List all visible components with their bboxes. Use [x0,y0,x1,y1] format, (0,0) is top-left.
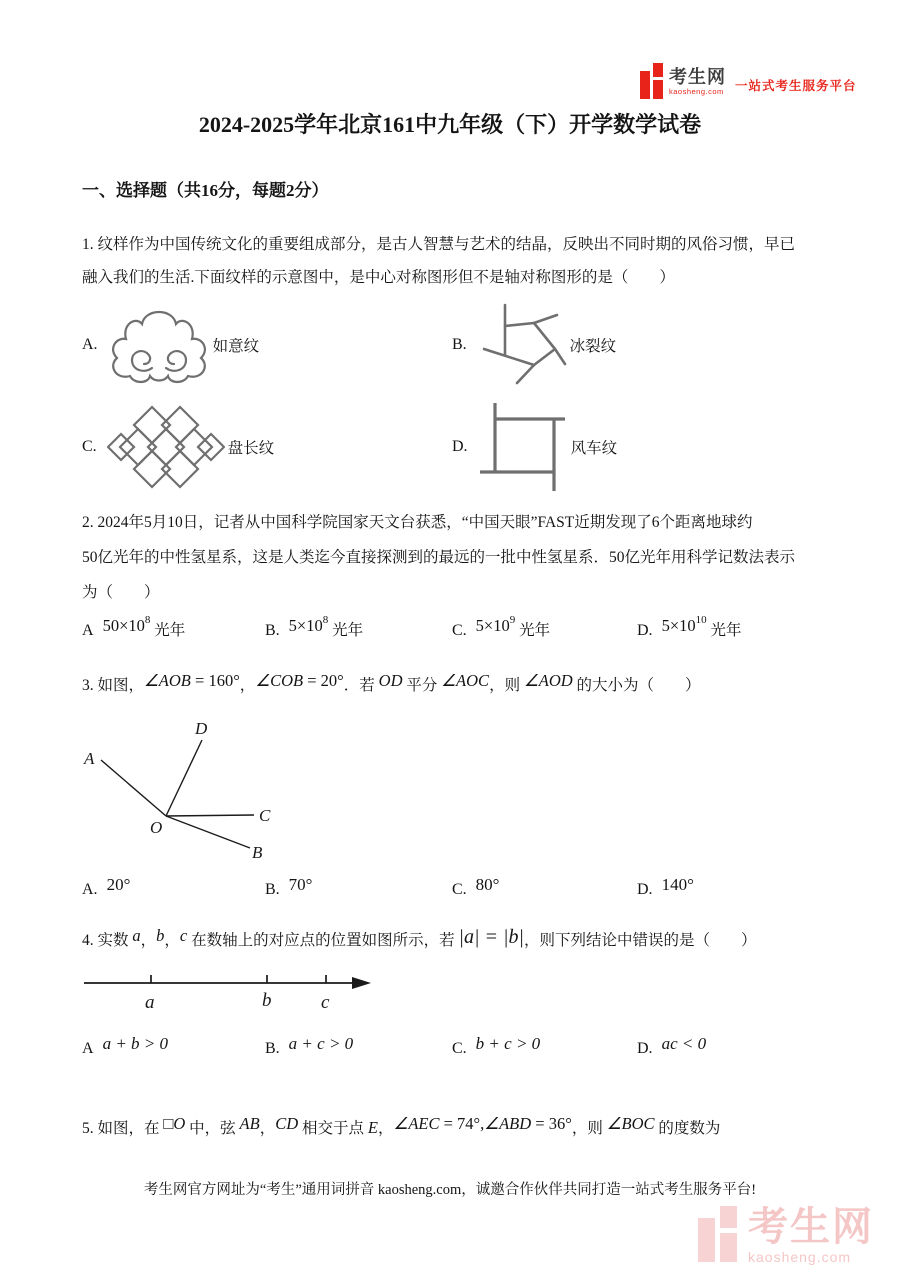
q4-option-d: D. ac < 0 [637,1034,707,1057]
q3-label-D: D [195,719,208,738]
q2-line1: 2. 2024年5月10日，记者从中国科学院国家天文台获悉，“中国天眼”FAST近期发现了6个距离地球约 [82,514,753,531]
kaosheng-watermark [698,1206,874,1264]
kaosheng-logo [640,63,857,100]
q2-line2: 50亿光年的中性氢星系，这是人类迄今直接探测到的最远的一批中性氢星系．50亿光年用科学记数法表示 [82,549,796,566]
q1-options-row-ab [82,302,818,387]
q4-label-b: b [262,990,272,1011]
logo-brand-text: 考生网 [669,66,726,87]
q1-option-a-label: A. [82,335,98,353]
q3-label-B: B [252,843,263,862]
q2-option-c: C. $5\times 10^9$ 光年 [452,613,551,639]
q4-option-b: B. a + c > 0 [265,1034,354,1057]
q2-option-a: A $50\times 10^8$ 光年 [82,613,186,639]
q4-label-c: c [321,992,330,1013]
watermark-brand-text: 考生网 [748,1204,874,1249]
logo-domain-text: kaosheng.com [669,86,724,96]
q4-options-row [82,1034,818,1058]
question-3-text: 3. 如图，∠AOB = 160°，∠COB = 20°．若 OD 平分 ∠AOC，则 ∠AOD 的大小为（ ） [82,671,701,694]
pinwheel-pattern-figure [478,401,568,493]
q3-label-C: C [259,806,271,825]
q2-option-b: B. $5\times 10^8$ 光年 [265,613,364,639]
q1-option-d [452,401,818,493]
question-5-text: 5. 如图，在 □O 中，弦 AB，CD 相交于点 E，∠AEC = 74°,∠ABD = 36°，则 ∠BOC 的度数为 [82,1114,721,1137]
q3-option-c: C. 80° [452,875,500,898]
q3-label-A: A [84,749,95,768]
q1-option-b-name: 冰裂纹 [569,337,617,355]
footer-text: 考生网官方网址为“考生”通用词拼音 kaosheng.com，诚邀合作伙伴共同打造一站式考生服务平台! [143,1182,757,1198]
q4-option-c: C. b + c > 0 [452,1034,541,1057]
q4-number-line-figure [74,967,374,1013]
paper-title: 2024-2025学年北京161中九年级（下）开学数学试卷 [198,112,702,137]
q1-option-a-name: 如意纹 [212,337,260,355]
interlocking-diamond-pattern-figure [107,405,225,490]
section-one-heading: 一、选择题（共16分，每题2分） [82,181,329,200]
q1-option-b [452,302,818,387]
ruyi-cloud-pattern-figure [108,304,210,386]
q2-option-d: D. $5\times 10^{10}$ 光年 [637,613,742,639]
q2-options-row [82,613,818,640]
q3-option-a: A. 20° [82,875,131,898]
q1-line1: 1. 纹样作为中国传统文化的重要组成部分，是古人智慧与艺术的结晶，反映出不同时期的风俗习惯，早已 [82,236,796,253]
kaosheng-logo-icon [640,63,664,100]
question-4-text: 4. 实数 a，b，c 在数轴上的对应点的位置如图所示，若 |a| = |b|，则下列结论中错误的是（ ） [82,926,757,949]
q1-line2: 融入我们的生活.下面纹样的示意图中，是中心对称图形但不是轴对称图形的是（ ） [82,269,675,286]
ice-crack-pattern-figure [477,302,567,387]
q4-option-a: A a + b > 0 [82,1034,169,1057]
q3-option-d: D. 140° [637,875,694,898]
q4-label-a: a [145,992,155,1013]
question-1-text [82,228,818,294]
kaosheng-watermark-icon [698,1206,740,1264]
q2-line3: 为（ ） [82,584,160,601]
q3-option-b: B. 70° [265,875,313,898]
q3-options-row [82,875,818,899]
q1-option-d-label: D. [452,438,468,455]
logo-tagline-text: 一站式考生服务平台 [735,78,857,93]
q1-option-c-name: 盘长纹 [227,440,275,457]
q1-option-b-label: B. [452,335,467,353]
q3-label-O: O [150,818,163,837]
q1-options-row-cd [82,401,818,493]
q1-option-c [82,405,452,490]
q1-option-d-name: 风车纹 [570,440,618,457]
q3-angle-figure [76,716,276,864]
watermark-domain-text: kaosheng.com [748,1248,852,1265]
q1-option-c-label: C. [82,438,97,455]
q1-option-a [82,304,452,386]
question-2-text [82,505,818,610]
